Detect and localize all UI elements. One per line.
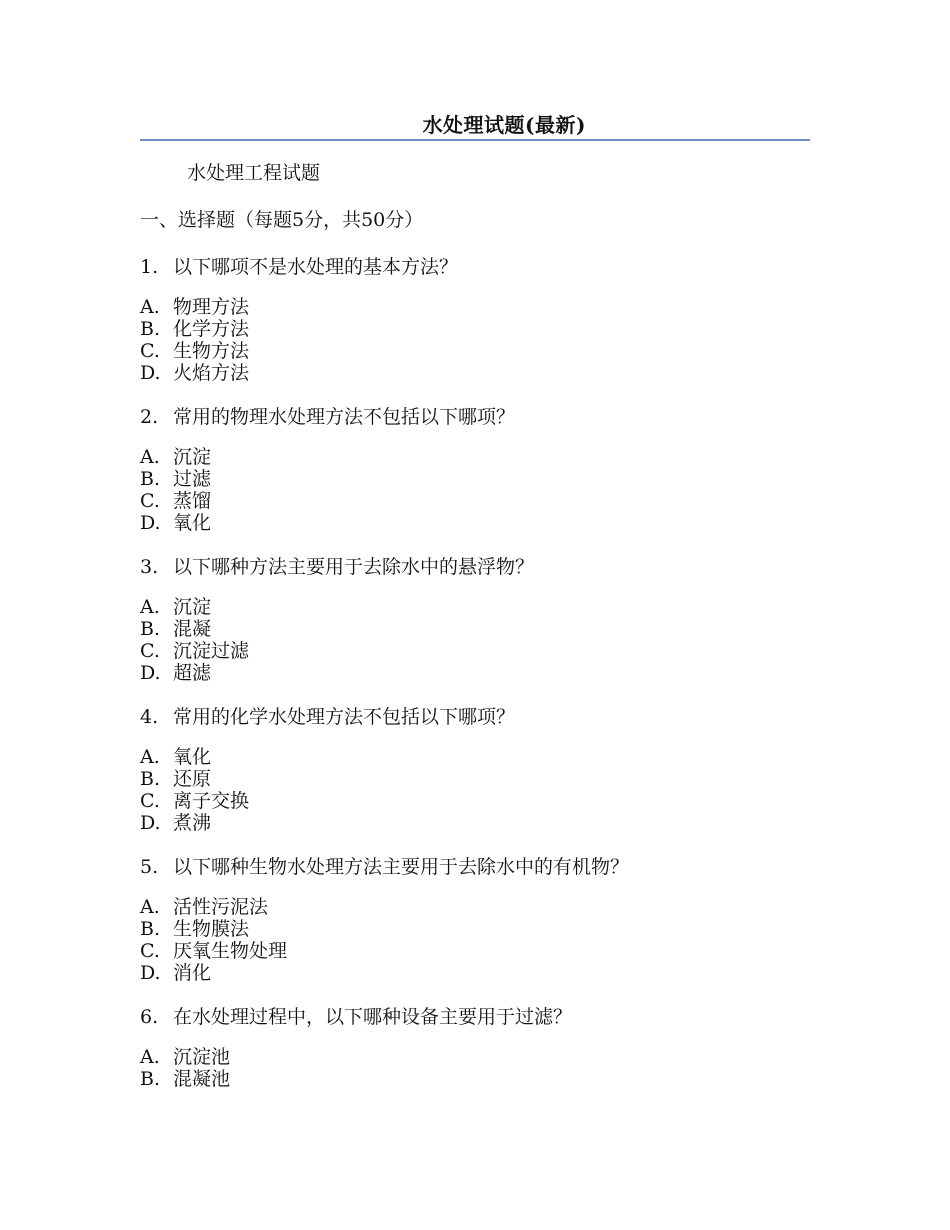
question-number: 2. bbox=[140, 406, 159, 428]
option-letter: B. bbox=[140, 618, 161, 640]
question-text: 以下哪项不是水处理的基本方法？ bbox=[173, 256, 459, 278]
option-text: 氧化 bbox=[173, 512, 212, 534]
option-text: 蒸馏 bbox=[173, 490, 212, 512]
option-letter: C. bbox=[140, 340, 160, 362]
option-text: 混凝池 bbox=[173, 1068, 231, 1090]
answer-option bbox=[140, 296, 810, 318]
question-6 bbox=[140, 1004, 810, 1090]
answer-option bbox=[140, 918, 810, 940]
option-text: 厌氧生物处理 bbox=[173, 940, 288, 962]
question-number: 4. bbox=[140, 706, 159, 728]
option-text: 混凝 bbox=[173, 618, 212, 640]
option-text: 沉淀 bbox=[173, 446, 212, 468]
option-text: 火焰方法 bbox=[173, 362, 250, 384]
option-letter: B. bbox=[140, 468, 161, 490]
answer-option bbox=[140, 596, 810, 618]
option-letter: B. bbox=[140, 318, 161, 340]
question-number: 1. bbox=[140, 256, 159, 278]
answer-option bbox=[140, 446, 810, 468]
option-letter: A. bbox=[140, 1046, 160, 1068]
option-letter: C. bbox=[140, 640, 160, 662]
answer-option bbox=[140, 512, 810, 534]
question-number: 5. bbox=[140, 856, 159, 878]
title-divider bbox=[140, 139, 810, 141]
answer-option bbox=[140, 618, 810, 640]
section-heading: 一、选择题（每题5分，共50分） bbox=[140, 209, 424, 231]
answer-option bbox=[140, 940, 810, 962]
option-letter: A. bbox=[140, 896, 160, 918]
question-number: 3. bbox=[140, 556, 159, 578]
option-text: 沉淀过滤 bbox=[173, 640, 250, 662]
question-4 bbox=[140, 704, 810, 834]
question-text: 常用的物理水处理方法不包括以下哪项？ bbox=[173, 406, 516, 428]
question-stem bbox=[140, 404, 810, 430]
option-letter: D. bbox=[140, 362, 161, 384]
option-text: 煮沸 bbox=[173, 812, 212, 834]
question-stem bbox=[140, 704, 810, 730]
answer-option bbox=[140, 768, 810, 790]
answer-option bbox=[140, 662, 810, 684]
answer-option bbox=[140, 790, 810, 812]
option-text: 超滤 bbox=[173, 662, 212, 684]
option-letter: B. bbox=[140, 768, 161, 790]
question-text: 以下哪种生物水处理方法主要用于去除水中的有机物？ bbox=[173, 856, 630, 878]
option-letter: C. bbox=[140, 790, 160, 812]
option-text: 离子交换 bbox=[173, 790, 250, 812]
option-letter: D. bbox=[140, 962, 161, 984]
option-letter: A. bbox=[140, 746, 160, 768]
question-5 bbox=[140, 854, 810, 984]
answer-option bbox=[140, 746, 810, 768]
option-letter: A. bbox=[140, 296, 160, 318]
answer-option bbox=[140, 812, 810, 834]
option-letter: A. bbox=[140, 596, 160, 618]
question-2 bbox=[140, 404, 810, 534]
option-text: 氧化 bbox=[173, 746, 212, 768]
option-text: 化学方法 bbox=[173, 318, 250, 340]
question-number: 6. bbox=[140, 1006, 159, 1028]
question-1 bbox=[140, 254, 810, 384]
document-subtitle: 水处理工程试题 bbox=[187, 162, 321, 184]
option-letter: D. bbox=[140, 662, 161, 684]
question-stem bbox=[140, 254, 810, 280]
question-stem bbox=[140, 554, 810, 580]
option-letter: D. bbox=[140, 812, 161, 834]
answer-option bbox=[140, 318, 810, 340]
option-letter: D. bbox=[140, 512, 161, 534]
option-text: 生物方法 bbox=[173, 340, 250, 362]
answer-option bbox=[140, 1046, 810, 1068]
answer-option bbox=[140, 362, 810, 384]
option-text: 还原 bbox=[173, 768, 212, 790]
document-body bbox=[140, 160, 810, 1110]
option-text: 生物膜法 bbox=[173, 918, 250, 940]
option-letter: B. bbox=[140, 918, 161, 940]
question-stem bbox=[140, 1004, 810, 1030]
question-list bbox=[140, 254, 810, 1090]
question-text: 以下哪种方法主要用于去除水中的悬浮物？ bbox=[173, 556, 535, 578]
question-text: 在水处理过程中，以下哪种设备主要用于过滤？ bbox=[173, 1006, 573, 1028]
document-title: 水处理试题(最新) bbox=[422, 113, 586, 137]
option-text: 沉淀池 bbox=[173, 1046, 231, 1068]
option-letter: B. bbox=[140, 1068, 161, 1090]
answer-option bbox=[140, 896, 810, 918]
answer-option bbox=[140, 1068, 810, 1090]
answer-option bbox=[140, 340, 810, 362]
option-letter: A. bbox=[140, 446, 160, 468]
answer-option bbox=[140, 490, 810, 512]
question-3 bbox=[140, 554, 810, 684]
option-text: 物理方法 bbox=[173, 296, 250, 318]
answer-option bbox=[140, 640, 810, 662]
option-letter: C. bbox=[140, 940, 160, 962]
option-letter: C. bbox=[140, 490, 160, 512]
answer-option bbox=[140, 962, 810, 984]
option-text: 消化 bbox=[173, 962, 212, 984]
option-text: 活性污泥法 bbox=[173, 896, 269, 918]
option-text: 过滤 bbox=[173, 468, 212, 490]
option-text: 沉淀 bbox=[173, 596, 212, 618]
answer-option bbox=[140, 468, 810, 490]
question-stem bbox=[140, 854, 810, 880]
question-text: 常用的化学水处理方法不包括以下哪项？ bbox=[173, 706, 516, 728]
